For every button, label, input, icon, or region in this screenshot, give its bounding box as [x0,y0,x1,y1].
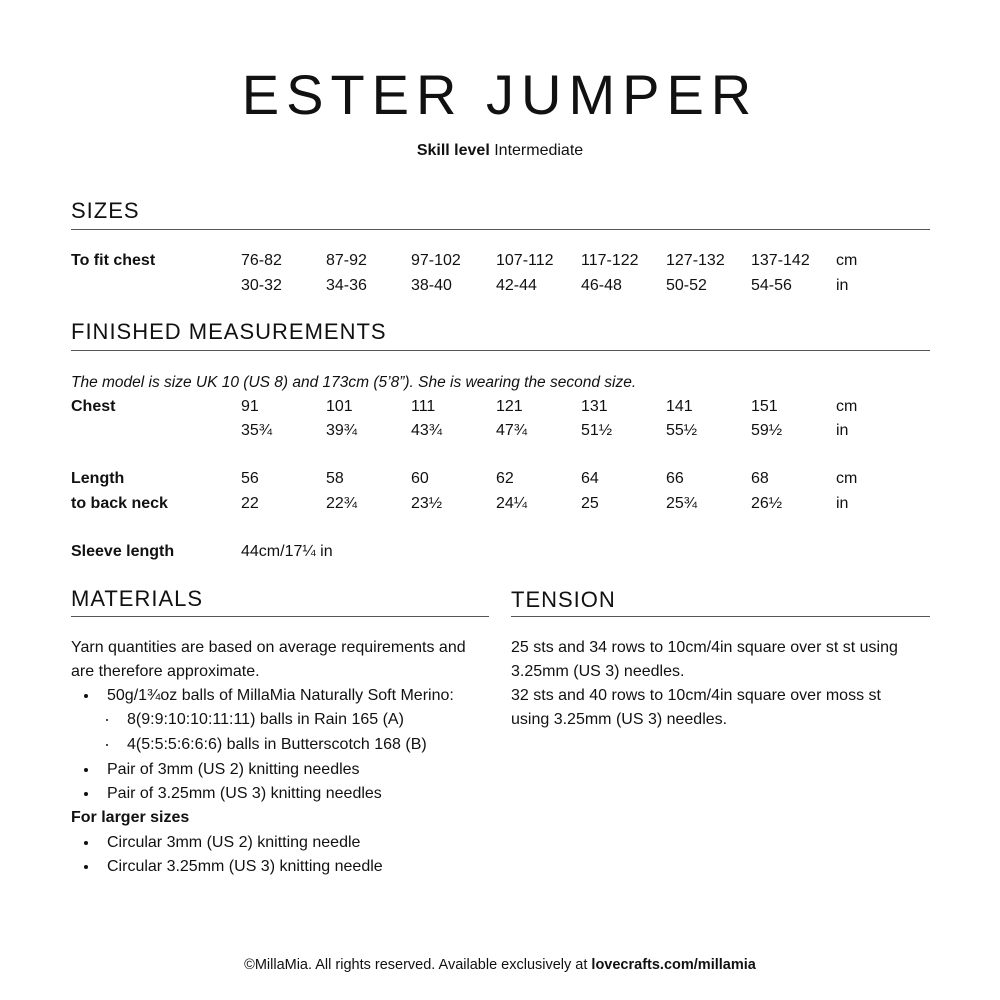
length-in-cell: 24¼ [496,495,528,512]
needles-item: Pair of 3mm (US 2) knitting needles [107,761,360,778]
bullet-icon [84,768,88,772]
chest-in-cell: 35¾ [241,422,273,439]
sub-bullet-icon [106,719,108,721]
chest-in-cell: 39¾ [326,422,358,439]
length-cm-cell: 62 [496,470,514,487]
size-cm-cell: 107-112 [496,252,554,269]
bullet-icon [84,792,88,796]
length-in-cell: 25¾ [666,495,698,512]
needles-item: Pair of 3.25mm (US 3) knitting needles [107,785,382,802]
list-item [84,760,88,780]
length-cm-cell: 60 [411,470,429,487]
circular-needle-item: Circular 3mm (US 2) knitting needle [107,834,361,851]
size-cm-cell: 97-102 [411,252,461,269]
length-label-secondary: to back neck [71,495,168,512]
list-item [84,686,88,706]
skill-level [0,141,1000,161]
length-cm-cell: 64 [581,470,599,487]
size-cm-cell: 87-92 [326,252,367,269]
yarn-b-item: 4(5:5:5:6:6:6) balls in Butterscotch 168 (B) [127,736,427,753]
materials-intro [71,636,491,684]
copyright-text: ©MillaMia. All rights reserved. Available exclusively at [244,957,592,973]
unit-in: in [836,495,849,512]
chest-cm-cell: 111 [411,398,436,415]
skill-level-value: Intermediate [494,142,584,159]
bullet-icon [84,865,88,869]
chest-in-cell: 51½ [581,422,613,439]
size-in-cell: 50-52 [666,277,707,294]
larger-sizes-label: For larger sizes [71,809,190,826]
list-item [106,735,108,755]
chest-cm-cell: 141 [666,398,693,415]
materials-intro-line: Yarn quantities are based on average requirements and [71,639,466,656]
size-in-cell: 42-44 [496,277,537,294]
size-cm-cell: 137-142 [751,252,810,269]
yarn-a-item: 8(9:9:10:10:11:11) balls in Rain 165 (A) [127,711,404,728]
page-title: ESTER JUMPER [241,63,759,126]
tension-line: 3.25mm (US 3) needles. [511,663,685,680]
size-cm-cell: 127-132 [666,252,725,269]
sleeve-length-value: 44cm/17¼ in [241,543,333,560]
tension-line: 25 sts and 34 rows to 10cm/4in square over st st using [511,639,898,656]
chest-in-cell: 43¾ [411,422,443,439]
list-item [106,710,108,730]
model-note: The model is size UK 10 (US 8) and 173cm (5’8”). She is wearing the second size. [71,374,637,391]
length-in-cell: 22 [241,495,259,512]
size-cm-cell: 76-82 [241,252,282,269]
to-fit-chest-label: To fit chest [71,252,156,269]
size-in-cell: 38-40 [411,277,452,294]
list-item [84,784,88,804]
chest-cm-cell: 131 [581,398,608,415]
bullet-icon [84,694,88,698]
chest-in-cell: 47¾ [496,422,528,439]
size-in-cell: 34-36 [326,277,367,294]
footer [0,955,1000,975]
unit-cm: cm [836,398,858,415]
unit-in: in [836,277,849,294]
chest-in-cell: 59½ [751,422,783,439]
length-in-cell: 23½ [411,495,443,512]
finished-divider [71,350,930,351]
length-in-cell: 22¾ [326,495,358,512]
size-in-cell: 46-48 [581,277,622,294]
yarn-item: 50g/1¾oz balls of MillaMia Naturally Soft Merino: [107,687,454,704]
tension-line: 32 sts and 40 rows to 10cm/4in square over moss st [511,687,881,704]
sizes-heading: SIZES [71,198,140,223]
bullet-icon [84,841,88,845]
sizes-divider [71,229,930,230]
tension-heading: TENSION [511,587,616,612]
length-label: Length [71,470,125,487]
skill-level-label: Skill level [416,142,490,159]
list-item [84,833,88,853]
tension-line: using 3.25mm (US 3) needles. [511,711,728,728]
length-cm-cell: 58 [326,470,344,487]
materials-heading: MATERIALS [71,586,204,611]
length-cm-cell: 56 [241,470,259,487]
sub-bullet-icon [106,744,108,746]
materials-intro-line: are therefore approximate. [71,663,260,680]
chest-cm-cell: 121 [496,398,523,415]
size-in-cell: 30-32 [241,277,282,294]
length-cm-cell: 68 [751,470,769,487]
circular-needle-item: Circular 3.25mm (US 3) knitting needle [107,858,383,875]
list-item [84,857,88,877]
tension-text [511,636,931,732]
chest-cm-cell: 91 [241,398,259,415]
chest-in-cell: 55½ [666,422,698,439]
unit-cm: cm [836,252,858,269]
finished-measurements-heading: FINISHED MEASUREMENTS [71,319,387,344]
chest-cm-cell: 151 [751,398,778,415]
sleeve-length-label: Sleeve length [71,543,175,560]
size-cm-cell: 117-122 [581,252,639,269]
unit-in: in [836,422,849,439]
size-in-cell: 54-56 [751,277,792,294]
length-in-cell: 26½ [751,495,783,512]
length-in-cell: 25 [581,495,599,512]
footer-link[interactable]: lovecrafts.com/millamia [591,957,756,973]
chest-label: Chest [71,398,116,415]
tension-divider [511,616,930,617]
length-cm-cell: 66 [666,470,684,487]
chest-cm-cell: 101 [326,398,353,415]
unit-cm: cm [836,470,858,487]
materials-divider [71,616,489,617]
